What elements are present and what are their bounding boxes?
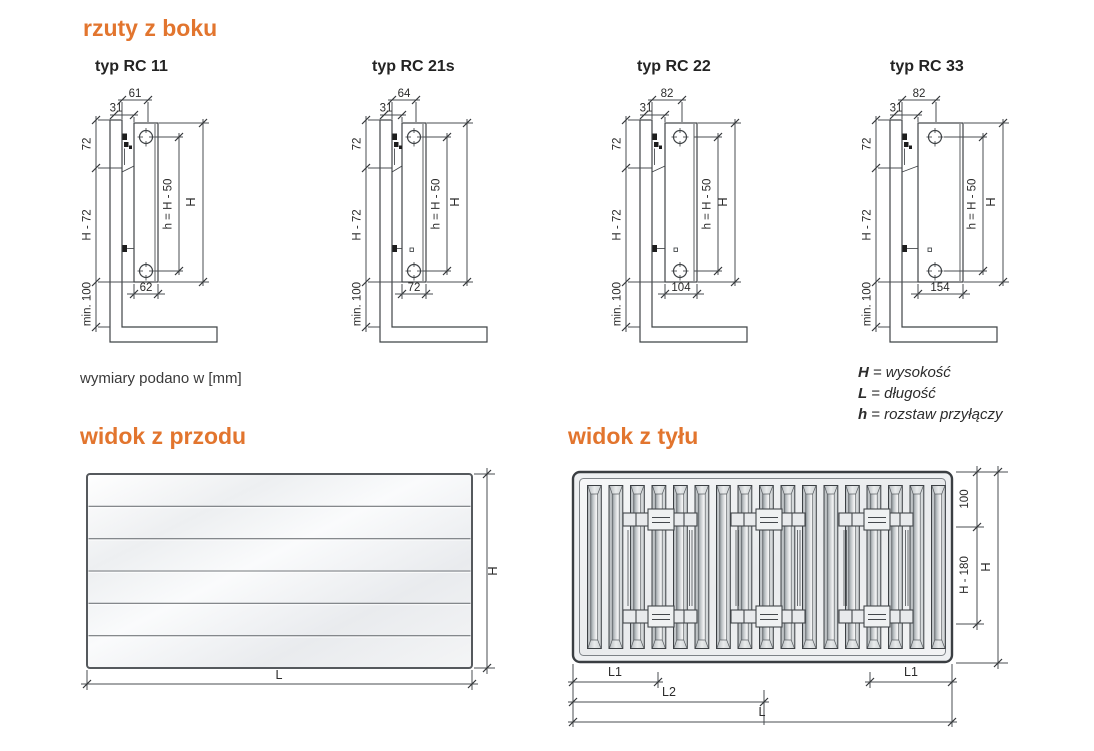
svg-text:82: 82 [912, 88, 926, 100]
svg-text:31: 31 [639, 102, 653, 115]
dimension-bottom-depth [395, 282, 433, 299]
svg-text:82: 82 [660, 88, 674, 100]
svg-text:H: H [715, 197, 730, 207]
wall-and-floor [890, 120, 997, 342]
svg-text:72: 72 [351, 137, 364, 151]
dimension-offset [110, 103, 138, 123]
wall-and-floor [640, 120, 747, 342]
legend-text: = rozstaw przyłączy [871, 406, 1003, 423]
side-view-diagram-rc11 [60, 88, 310, 353]
svg-text:h = H - 50: h = H - 50 [430, 178, 443, 230]
svg-text:L2: L2 [662, 685, 676, 699]
dimension-bottom-depth [911, 282, 970, 299]
dimension-back-right [956, 466, 1008, 669]
svg-text:H - 72: H - 72 [861, 209, 874, 241]
dimension-connection-spacing [944, 133, 987, 275]
type-title-rc21s: typ RC 21s [372, 58, 455, 75]
svg-text:L: L [275, 668, 283, 682]
radiator-panel [918, 123, 963, 282]
dimension-left-column [82, 116, 135, 332]
wall-bracket [902, 134, 918, 253]
dimension-front-length [81, 668, 478, 690]
dimension-depth-total [648, 88, 686, 122]
svg-text:H: H [485, 566, 500, 576]
symbol-legend [858, 362, 1002, 425]
svg-text:L1: L1 [904, 665, 918, 679]
svg-text:72: 72 [81, 137, 94, 151]
dimension-depth-total [388, 88, 420, 122]
svg-text:H: H [983, 197, 998, 207]
svg-text:H - 72: H - 72 [611, 209, 624, 241]
svg-text:72: 72 [407, 282, 421, 294]
dimension-offset [890, 103, 922, 123]
wall-bracket [652, 134, 665, 253]
side-view-diagram-rc21s [330, 88, 580, 353]
dimension-left-column [612, 116, 666, 332]
wall-and-floor [380, 120, 487, 342]
back-view-diagram [560, 459, 1040, 751]
svg-text:31: 31 [379, 102, 393, 115]
svg-text:min. 100: min. 100 [611, 281, 624, 327]
svg-text:min. 100: min. 100 [861, 281, 874, 327]
svg-text:h = H - 50: h = H - 50 [162, 178, 175, 230]
svg-text:h = H - 50: h = H - 50 [701, 178, 714, 230]
dimension-front-height [474, 468, 500, 674]
dimension-depth-total [118, 88, 152, 122]
dimension-left-column [352, 116, 403, 332]
svg-text:h = H - 50: h = H - 50 [966, 178, 979, 230]
legend-symbol: L [858, 385, 868, 402]
legend-row-height [858, 362, 1002, 383]
svg-text:72: 72 [861, 137, 874, 151]
wall-bracket [392, 134, 402, 253]
svg-text:72: 72 [611, 137, 624, 151]
svg-text:104: 104 [671, 282, 691, 294]
dimension-bottom-depth [658, 282, 704, 299]
front-panel [87, 474, 472, 668]
svg-text:31: 31 [889, 102, 903, 115]
side-view-diagram-rc22 [590, 88, 840, 353]
dimension-back-bottom [568, 664, 957, 727]
svg-text:64: 64 [397, 88, 411, 100]
dimension-offset [380, 103, 406, 123]
dimension-offset [640, 103, 669, 123]
type-title-rc22: typ RC 22 [637, 58, 711, 75]
svg-text:L1: L1 [608, 665, 622, 679]
svg-text:31: 31 [109, 102, 123, 115]
svg-text:H - 180: H - 180 [959, 556, 971, 594]
wall-bracket [122, 134, 134, 253]
type-title-rc33: typ RC 33 [890, 58, 964, 75]
svg-text:L: L [758, 705, 766, 719]
svg-text:min. 100: min. 100 [81, 281, 94, 327]
dimension-depth-total [898, 88, 940, 122]
svg-text:H: H [183, 197, 198, 207]
section-heading-back-view: widok z tyłu [568, 423, 699, 449]
front-view-diagram [78, 462, 508, 702]
radiator-panel [402, 123, 426, 282]
radiator-panel [134, 123, 158, 282]
legend-symbol: h [858, 406, 868, 423]
units-note: wymiary podano w [mm] [80, 370, 242, 387]
dimension-bottom-depth [127, 282, 165, 299]
legend-row-connections [858, 404, 1002, 425]
back-panel [573, 472, 952, 662]
radiator-panel [665, 123, 697, 282]
svg-text:min. 100: min. 100 [351, 281, 364, 327]
svg-text:H: H [978, 562, 993, 572]
svg-text:H - 72: H - 72 [351, 209, 364, 241]
svg-text:H: H [447, 197, 462, 207]
svg-text:100: 100 [959, 489, 971, 509]
section-heading-side-views: rzuty z boku [83, 15, 218, 41]
svg-text:154: 154 [930, 282, 950, 294]
svg-text:62: 62 [139, 282, 153, 294]
dimension-connection-spacing [155, 133, 183, 275]
side-view-diagram-rc33 [840, 88, 1090, 353]
svg-text:61: 61 [128, 88, 142, 100]
type-title-rc11: typ RC 11 [95, 58, 168, 75]
legend-row-length [858, 383, 1002, 404]
legend-symbol: H [858, 364, 869, 381]
svg-text:H - 72: H - 72 [81, 209, 94, 241]
legend-text: = długość [871, 385, 936, 402]
legend-text: = wysokość [872, 364, 951, 381]
wall-and-floor [110, 120, 217, 342]
section-heading-front-view: widok z przodu [80, 423, 247, 449]
